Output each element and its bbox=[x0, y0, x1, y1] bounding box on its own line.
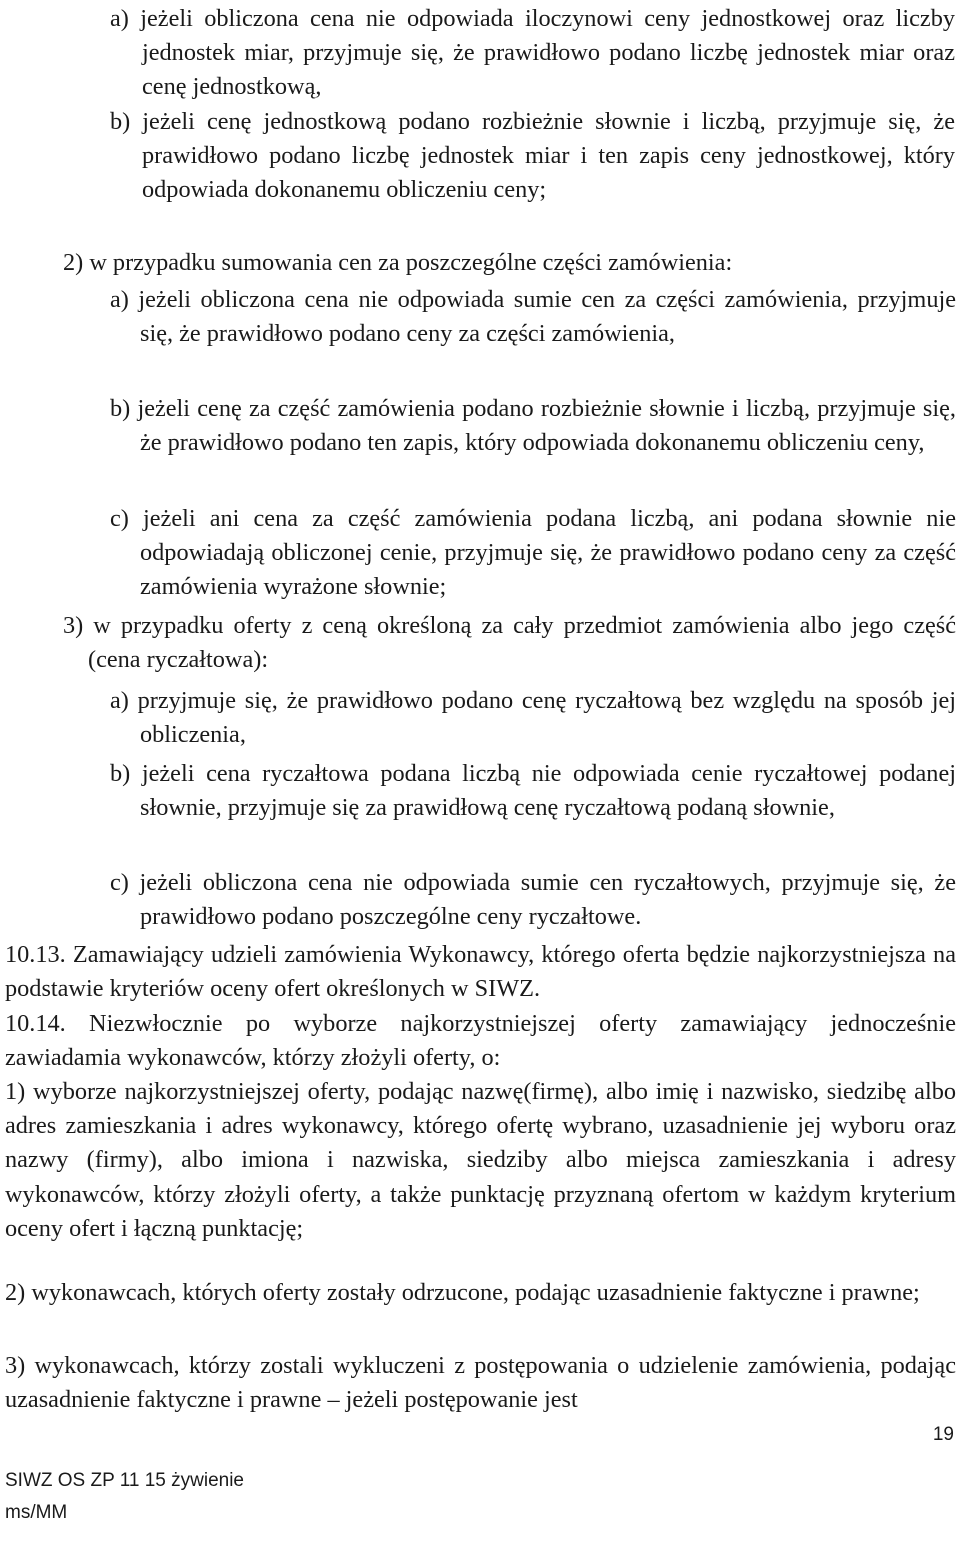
notice-item-2: 2) wykonawcach, których oferty zostały odrzucone, podając uzasadnienie faktyczne i prawne; bbox=[5, 1279, 920, 1306]
notice-item-1: 1) wyborze najkorzystniejszej oferty, podając nazwę(firmę), albo imię i nazwisko, siedzibę albo adres zamieszkania i adres wykonawcy, którego ofertę wybrano, uzasadnienie jej wyboru oraz nazwy (firmy), albo imiona i nazwiska, siedziby albo miejsca zamieszkania i adresy wykonawców, którzy złożyli oferty, a także punktację przyznaną ofertom w każdym kryterium oceny ofert i łączną punktację; bbox=[5, 1078, 956, 1242]
item-3b: b) jeżeli cena ryczałtowa podana liczbą nie odpowiada cenie ryczałtowej podanej słownie, przyjmuje się za prawidłową cenę ryczałtową podaną słownie, bbox=[110, 760, 956, 822]
document-reference-line-2: ms/MM bbox=[5, 1502, 68, 1523]
item-1b: b) jeżeli cenę jednostkową podano rozbieżnie słownie i liczbą, przyjmuje się, że prawidłowo podano liczbę jednostek miar i ten zapis ceny jednostkowej, który odpowiada dokonanemu obliczeniu ceny; bbox=[110, 108, 955, 204]
item-2: 2) w przypadku sumowania cen za poszczególne części zamówienia: bbox=[63, 249, 733, 276]
document-reference-line-1: SIWZ OS ZP 11 15 żywienie bbox=[5, 1470, 244, 1491]
document-reference bbox=[5, 1465, 244, 1529]
item-2a-continued: a) jeżeli obliczona cena nie odpowiada iloczynowi ceny jednostkowej oraz liczby jednostek miar, przyjmuje się, że prawidłowo podano liczbę jednostek miar oraz cenę jednostkową, bbox=[110, 5, 955, 101]
page-number: 19 bbox=[932, 1424, 954, 1445]
item-3: 3) w przypadku oferty z ceną określoną za cały przedmiot zamówienia albo jego część (cena ryczałtowa): bbox=[63, 612, 956, 674]
section-10-14: 10.14. Niezwłocznie po wyborze najkorzystniejszej oferty zamawiający jednocześnie zawiadamia wykonawców, którzy złożyli oferty, o: bbox=[5, 1010, 956, 1072]
item-3a: a) przyjmuje się, że prawidłowo podano cenę ryczałtową bez względu na sposób jej obliczenia, bbox=[110, 687, 956, 749]
notice-item-3: 3) wykonawcach, którzy zostali wykluczeni z postępowania o udzielenie zamówienia, podając uzasadnienie faktyczne i prawne – jeżeli postępowanie jest bbox=[5, 1352, 956, 1414]
item-3c: c) jeżeli obliczona cena nie odpowiada sumie cen ryczałtowych, przyjmuje się, że prawidłowo podano poszczególne ceny ryczałtowe. bbox=[110, 869, 956, 931]
item-2c: c) jeżeli ani cena za część zamówienia podana liczbą, ani podana słownie nie odpowiadają obliczonej cenie, przyjmuje się, że prawidłowo podano ceny za część zamówienia wyrażone słownie; bbox=[110, 505, 956, 601]
item-2a: a) jeżeli obliczona cena nie odpowiada sumie cen za części zamówienia, przyjmuje się, że prawidłowo podano ceny za części zamówienia, bbox=[110, 286, 956, 348]
section-10-13: 10.13. Zamawiający udzieli zamówienia Wykonawcy, którego oferta będzie najkorzystniejsza na podstawie kryteriów oceny ofert określonych w SIWZ. bbox=[5, 941, 956, 1003]
item-2b: b) jeżeli cenę za część zamówienia podano rozbieżnie słownie i liczbą, przyjmuje się, że prawidłowo podano ten zapis, który odpowiada dokonanemu obliczeniu ceny, bbox=[110, 395, 956, 457]
